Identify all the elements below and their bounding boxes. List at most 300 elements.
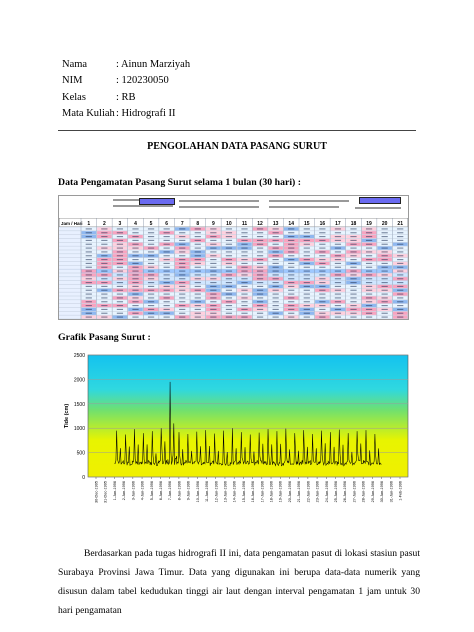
table-cell-value-mark bbox=[226, 240, 232, 241]
table-cell-value-mark bbox=[195, 240, 201, 241]
table-cell-value-mark bbox=[179, 278, 185, 279]
table-cell-value-mark bbox=[226, 309, 232, 310]
table-cell-value-mark bbox=[86, 267, 92, 268]
table-cell-value-mark bbox=[164, 232, 170, 233]
table-day-number: 9 bbox=[211, 221, 215, 227]
table-cell-value-mark bbox=[148, 271, 154, 272]
table-cell-value-mark bbox=[148, 255, 154, 256]
table-hour-cell bbox=[59, 311, 81, 315]
class-value: : RB bbox=[116, 92, 136, 103]
table-cell-value-mark bbox=[350, 263, 356, 264]
table-cell-value-mark bbox=[335, 271, 341, 272]
table-cell-value-mark bbox=[397, 263, 403, 264]
table-cell-value-mark bbox=[132, 286, 138, 287]
table-cell-value-mark bbox=[366, 228, 372, 229]
table-cell-value-mark bbox=[226, 301, 232, 302]
chart-x-tick-label: 14-Jan-1996 bbox=[232, 481, 237, 503]
table-cell-value-mark bbox=[210, 297, 216, 298]
table-hour-cell bbox=[59, 315, 81, 319]
table-cell-value-mark bbox=[148, 263, 154, 264]
table-cell-value-mark bbox=[319, 263, 325, 264]
table-cell-value-mark bbox=[86, 282, 92, 283]
table-cell-value-mark bbox=[101, 274, 107, 275]
table-cell-value-mark bbox=[350, 240, 356, 241]
table-cell-value-mark bbox=[86, 294, 92, 295]
chart-x-tick-label: 19-Jan-1996 bbox=[278, 481, 283, 503]
table-cell-value-mark bbox=[397, 248, 403, 249]
table-cell-value-mark bbox=[366, 282, 372, 283]
table-cell-value-mark bbox=[132, 263, 138, 264]
table-cell-value-mark bbox=[101, 305, 107, 306]
table-hour-cell bbox=[59, 265, 81, 269]
table-cell-value-mark bbox=[397, 228, 403, 229]
name-value: : Ainun Marziyah bbox=[116, 59, 191, 70]
table-cell-value-mark bbox=[132, 271, 138, 272]
table-header-area bbox=[59, 196, 408, 218]
table-cell-value-mark bbox=[101, 301, 107, 302]
table-cell-value-mark bbox=[210, 309, 216, 310]
table-cell-value-mark bbox=[117, 278, 123, 279]
table-cell-value-mark bbox=[241, 274, 247, 275]
table-cell-value-mark bbox=[273, 263, 279, 264]
chart-x-tick-label: 29-Jan-1996 bbox=[370, 481, 375, 503]
chart-x-tick-label: 26-Jan-1996 bbox=[343, 481, 348, 503]
chart-x-tick-label: 1-Feb-1996 bbox=[398, 481, 403, 501]
table-cell-value-mark bbox=[226, 228, 232, 229]
table-cell-value-mark bbox=[273, 248, 279, 249]
table-cell-value-mark bbox=[117, 232, 123, 233]
table-cell-value-mark bbox=[288, 267, 294, 268]
table-cell-value-mark bbox=[335, 267, 341, 268]
table-cell-value-mark bbox=[117, 309, 123, 310]
table-cell-value-mark bbox=[241, 294, 247, 295]
table-cell-value-mark bbox=[195, 244, 201, 245]
table-cell-value-mark bbox=[101, 251, 107, 252]
table-cell-value-mark bbox=[86, 244, 92, 245]
table-cell-value-mark bbox=[195, 301, 201, 302]
table-cell-value-mark bbox=[288, 286, 294, 287]
table-cell-value-mark bbox=[382, 301, 388, 302]
table-cell-value-mark bbox=[86, 301, 92, 302]
table-cell-value-mark bbox=[304, 267, 310, 268]
table-cell-value-mark bbox=[273, 282, 279, 283]
chart-x-tick-label: 31-Jan-1996 bbox=[389, 481, 394, 503]
table-day-number: 3 bbox=[118, 221, 122, 227]
table-cell-value-mark bbox=[210, 274, 216, 275]
table-cell-value-mark bbox=[148, 236, 154, 237]
table-cell-value-mark bbox=[350, 259, 356, 260]
table-cell-value-mark bbox=[350, 301, 356, 302]
table-day-number: 5 bbox=[149, 221, 153, 227]
table-cell-value-mark bbox=[241, 309, 247, 310]
chart-x-tick-label: 1-Jan-1996 bbox=[112, 481, 117, 501]
table-cell-value-mark bbox=[335, 244, 341, 245]
table-cell-value-mark bbox=[117, 251, 123, 252]
table-cell-value-mark bbox=[397, 290, 403, 291]
table-cell-value-mark bbox=[382, 248, 388, 249]
table-day-number: 21 bbox=[397, 221, 403, 227]
table-cell-value-mark bbox=[304, 309, 310, 310]
paragraph-text: Berdasarkan pada tugas hidrografi II ini, data pengamatan pasut di lokasi stasiun pasut Surabaya Provinsi Jawa Timur. Data yang digunakan ini berupa data-data numerik yang disusun dalam tabel kedudukan tinggi air laut dengan interval pengamatan 1 jam untuk 30 hari pengamatan bbox=[58, 548, 420, 616]
table-day-number: 17 bbox=[335, 221, 341, 227]
table-cell-value-mark bbox=[195, 294, 201, 295]
nim-value: : 120230050 bbox=[116, 75, 169, 86]
nim-label: NIM bbox=[62, 75, 83, 86]
table-cell-value-mark bbox=[117, 271, 123, 272]
table-cell-value-mark bbox=[382, 236, 388, 237]
chart-x-tick-label: 12-Jan-1996 bbox=[214, 481, 219, 503]
table-cell-value-mark bbox=[382, 267, 388, 268]
table-cell-value-mark bbox=[273, 251, 279, 252]
table-cell-value-mark bbox=[117, 294, 123, 295]
table-cell-value-mark bbox=[257, 271, 263, 272]
table-cell-value-mark bbox=[397, 297, 403, 298]
table-cell-value-mark bbox=[288, 236, 294, 237]
table-cell-value-mark bbox=[195, 297, 201, 298]
course-label: Mata Kuliah bbox=[62, 108, 115, 119]
table-hour-cell bbox=[59, 242, 81, 246]
table-cell-value-mark bbox=[210, 301, 216, 302]
table-cell-value-mark bbox=[335, 259, 341, 260]
table-cell-value-mark bbox=[319, 305, 325, 306]
tide-chart bbox=[58, 350, 416, 526]
table-cell-value-mark bbox=[86, 236, 92, 237]
table-day-number: 15 bbox=[304, 221, 310, 227]
table-cell-value-mark bbox=[164, 255, 170, 256]
chart-x-tick-label: 6-Jan-1996 bbox=[158, 481, 163, 501]
table-cell-value-mark bbox=[101, 313, 107, 314]
table-cell-value-mark bbox=[164, 286, 170, 287]
table-cell-value-mark bbox=[195, 286, 201, 287]
table-cell-value-mark bbox=[335, 240, 341, 241]
table-day-number: 10 bbox=[226, 221, 232, 227]
table-cell-value-mark bbox=[288, 228, 294, 229]
table-cell-value-mark bbox=[195, 274, 201, 275]
table-cell-value-mark bbox=[86, 248, 92, 249]
table-cell-value-mark bbox=[148, 297, 154, 298]
table-cell-value-mark bbox=[288, 297, 294, 298]
table-cell-value-mark bbox=[179, 240, 185, 241]
table-cell-value-mark bbox=[304, 286, 310, 287]
table-cell-value-mark bbox=[319, 301, 325, 302]
table-cell-value-mark bbox=[366, 240, 372, 241]
table-cell-value-mark bbox=[195, 290, 201, 291]
table-cell-value-mark bbox=[257, 305, 263, 306]
table-cell-value-mark bbox=[397, 267, 403, 268]
table-cell-value-mark bbox=[179, 263, 185, 264]
table-cell-value-mark bbox=[382, 271, 388, 272]
table-cell-value-mark bbox=[195, 317, 201, 318]
table-cell-value-mark bbox=[273, 232, 279, 233]
table-cell-value-mark bbox=[241, 278, 247, 279]
table-cell-value-mark bbox=[117, 236, 123, 237]
chart-x-tick-label: 5-Jan-1996 bbox=[149, 481, 154, 501]
table-cell-value-mark bbox=[257, 236, 263, 237]
table-hour-cell bbox=[59, 250, 81, 254]
table-cell-value-mark bbox=[304, 290, 310, 291]
table-cell-value-mark bbox=[366, 278, 372, 279]
table-day-number: 7 bbox=[180, 221, 184, 227]
table-cell-value-mark bbox=[164, 263, 170, 264]
table-hour-cell bbox=[59, 273, 81, 277]
table-cell-value-mark bbox=[382, 317, 388, 318]
table-cell-value-mark bbox=[117, 301, 123, 302]
table-cell-value-mark bbox=[382, 274, 388, 275]
table-cell-value-mark bbox=[241, 305, 247, 306]
chart-x-tick-label: 30-Jan-1996 bbox=[380, 481, 385, 503]
chart-x-tick-label: 10-Jan-1996 bbox=[195, 481, 200, 503]
table-cell-value-mark bbox=[397, 309, 403, 310]
table-cell-value-mark bbox=[382, 232, 388, 233]
table-cell-value-mark bbox=[195, 259, 201, 260]
table-cell-value-mark bbox=[226, 278, 232, 279]
table-cell-value-mark bbox=[86, 317, 92, 318]
chart-x-tick-label: 30-Dec-1995 bbox=[94, 481, 99, 503]
table-cell-value-mark bbox=[273, 271, 279, 272]
table-cell-value-mark bbox=[210, 228, 216, 229]
table-cell-value-mark bbox=[366, 274, 372, 275]
table-cell-value-mark bbox=[86, 309, 92, 310]
table-cell-value-mark bbox=[86, 290, 92, 291]
table-day-number: 16 bbox=[319, 221, 326, 227]
table-cell-value-mark bbox=[195, 263, 201, 264]
table-cell-value-mark bbox=[366, 309, 372, 310]
table-cell-value-mark bbox=[86, 278, 92, 279]
table-cell-value-mark bbox=[179, 236, 185, 237]
table-cell-value-mark bbox=[132, 232, 138, 233]
table-hour-cell bbox=[59, 227, 81, 231]
table-cell-value-mark bbox=[210, 244, 216, 245]
table-cell-value-mark bbox=[304, 274, 310, 275]
table-cell-value-mark bbox=[350, 271, 356, 272]
table-cell-value-mark bbox=[148, 290, 154, 291]
table-cell-value-mark bbox=[257, 309, 263, 310]
table-cell-value-mark bbox=[319, 267, 325, 268]
table-cell-value-mark bbox=[335, 294, 341, 295]
table-cell-value-mark bbox=[226, 271, 232, 272]
table-cell-value-mark bbox=[241, 259, 247, 260]
table-cell-value-mark bbox=[382, 286, 388, 287]
table-cell-value-mark bbox=[304, 282, 310, 283]
table-cell-value-mark bbox=[350, 305, 356, 306]
table-cell-value-mark bbox=[304, 317, 310, 318]
table-cell-value-mark bbox=[257, 317, 263, 318]
table-cell-value-mark bbox=[195, 232, 201, 233]
table-cell-value-mark bbox=[86, 259, 92, 260]
table-cell-value-mark bbox=[366, 297, 372, 298]
table-cell-value-mark bbox=[210, 236, 216, 237]
table-cell-value-mark bbox=[350, 313, 356, 314]
table-hour-cell bbox=[59, 239, 81, 243]
table-cell-value-mark bbox=[319, 232, 325, 233]
table-cell-value-mark bbox=[382, 251, 388, 252]
chart-y-axis-label: Tide (cm) bbox=[64, 403, 70, 429]
table-cell-value-mark bbox=[288, 294, 294, 295]
table-cell-value-mark bbox=[319, 278, 325, 279]
table-cell-value-mark bbox=[101, 232, 107, 233]
table-cell-value-mark bbox=[241, 267, 247, 268]
table-cell-value-mark bbox=[117, 267, 123, 268]
table-cell-value-mark bbox=[195, 271, 201, 272]
table-cell-value-mark bbox=[273, 290, 279, 291]
table-cell-value-mark bbox=[241, 244, 247, 245]
table-cell-value-mark bbox=[366, 263, 372, 264]
table-cell-value-mark bbox=[241, 271, 247, 272]
table-cell-value-mark bbox=[241, 317, 247, 318]
table-cell-value-mark bbox=[397, 255, 403, 256]
chart-x-tick-label: 20-Jan-1996 bbox=[287, 481, 292, 503]
chart-x-tick-label: 31-Dec-1995 bbox=[103, 481, 108, 503]
table-cell-value-mark bbox=[319, 255, 325, 256]
table-cell-value-mark bbox=[164, 282, 170, 283]
table-cell-value-mark bbox=[241, 297, 247, 298]
table-cell-value-mark bbox=[226, 263, 232, 264]
chart-x-tick-label: 11-Jan-1996 bbox=[205, 481, 210, 503]
table-cell-value-mark bbox=[335, 317, 341, 318]
table-cell-value-mark bbox=[148, 301, 154, 302]
table-cell-value-mark bbox=[288, 255, 294, 256]
table-cell-value-mark bbox=[132, 259, 138, 260]
table-cell-value-mark bbox=[335, 282, 341, 283]
table-cell-value-mark bbox=[148, 259, 154, 260]
table-cell-value-mark bbox=[117, 313, 123, 314]
table-cell-value-mark bbox=[210, 317, 216, 318]
table-cell-value-mark bbox=[195, 282, 201, 283]
table-cell-value-mark bbox=[179, 251, 185, 252]
chart-x-tick-label: 24-Jan-1996 bbox=[324, 481, 329, 503]
table-cell-value-mark bbox=[304, 263, 310, 264]
table-hour-cell bbox=[59, 231, 81, 235]
table-cell-value-mark bbox=[397, 301, 403, 302]
table-hour-cell bbox=[59, 300, 81, 304]
table-cell-value-mark bbox=[319, 240, 325, 241]
table-cell-value-mark bbox=[148, 251, 154, 252]
table-cell-value-mark bbox=[397, 313, 403, 314]
chart-y-tick-label: 0 bbox=[82, 475, 85, 481]
table-cell-value-mark bbox=[117, 317, 123, 318]
table-cell-value-mark bbox=[350, 274, 356, 275]
chart-x-tick-label: 22-Jan-1996 bbox=[306, 481, 311, 503]
table-cell-value-mark bbox=[86, 255, 92, 256]
table-cell-value-mark bbox=[397, 244, 403, 245]
table-day-number: 19 bbox=[366, 221, 372, 227]
table-cell-value-mark bbox=[350, 228, 356, 229]
table-cell-value-mark bbox=[86, 274, 92, 275]
table-cell-value-mark bbox=[226, 305, 232, 306]
table-cell-value-mark bbox=[210, 232, 216, 233]
table-cell-value-mark bbox=[273, 305, 279, 306]
table-cell-value-mark bbox=[101, 248, 107, 249]
table-cell-value-mark bbox=[397, 251, 403, 252]
table-cell-value-mark bbox=[288, 301, 294, 302]
table-cell-value-mark bbox=[366, 251, 372, 252]
table-hour-cell bbox=[59, 277, 81, 281]
table-cell-value-mark bbox=[164, 313, 170, 314]
table-cell-value-mark bbox=[319, 282, 325, 283]
body-paragraph bbox=[58, 544, 420, 620]
chart-x-tick-label: 28-Jan-1996 bbox=[361, 481, 366, 503]
table-cell-value-mark bbox=[397, 274, 403, 275]
table-cell-value-mark bbox=[101, 278, 107, 279]
table-cell-value-mark bbox=[195, 255, 201, 256]
table-cell-value-mark bbox=[335, 232, 341, 233]
table-cell-value-mark bbox=[397, 236, 403, 237]
table-cell-value-mark bbox=[148, 305, 154, 306]
table-cell-value-mark bbox=[148, 317, 154, 318]
table-cell-value-mark bbox=[132, 317, 138, 318]
table-cell-value-mark bbox=[366, 301, 372, 302]
table-cell-value-mark bbox=[101, 309, 107, 310]
table-cell-value-mark bbox=[350, 267, 356, 268]
table-cell-value-mark bbox=[304, 240, 310, 241]
table-cell-value-mark bbox=[210, 255, 216, 256]
table-cell-value-mark bbox=[132, 301, 138, 302]
table-cell-value-mark bbox=[179, 259, 185, 260]
table-cell-value-mark bbox=[226, 236, 232, 237]
table-cell-value-mark bbox=[117, 228, 123, 229]
table-cell-value-mark bbox=[273, 259, 279, 260]
document-title: PENGOLAHAN DATA PASANG SURUT bbox=[147, 141, 327, 152]
table-cell-value-mark bbox=[226, 259, 232, 260]
table-cell-value-mark bbox=[382, 244, 388, 245]
table-cell-value-mark bbox=[350, 297, 356, 298]
chart-x-tick-label: 25-Jan-1996 bbox=[334, 481, 339, 503]
table-cell-value-mark bbox=[382, 305, 388, 306]
table-day-number: 14 bbox=[288, 221, 294, 227]
table-cell-value-mark bbox=[288, 305, 294, 306]
table-cell-value-mark bbox=[304, 305, 310, 306]
table-cell-value-mark bbox=[210, 290, 216, 291]
table-cell-value-mark bbox=[179, 313, 185, 314]
table-cell-value-mark bbox=[335, 305, 341, 306]
table-cell-value-mark bbox=[132, 278, 138, 279]
table-cell-value-mark bbox=[132, 240, 138, 241]
table-cell-value-mark bbox=[382, 263, 388, 264]
table-cell-value-mark bbox=[288, 232, 294, 233]
table-cell-value-mark bbox=[397, 282, 403, 283]
table-cell-value-mark bbox=[350, 255, 356, 256]
table-cell-value-mark bbox=[350, 248, 356, 249]
tide-chart-svg bbox=[58, 350, 416, 526]
table-cell-value-mark bbox=[226, 232, 232, 233]
table-cell-value-mark bbox=[164, 274, 170, 275]
chart-x-tick-label: 16-Jan-1996 bbox=[251, 481, 256, 503]
table-cell-value-mark bbox=[117, 263, 123, 264]
table-cell-value-mark bbox=[101, 267, 107, 268]
chart-x-tick-label: 2-Jan-1996 bbox=[122, 481, 127, 501]
name-label: Nama bbox=[62, 59, 88, 70]
table-cell-value-mark bbox=[319, 313, 325, 314]
table-cell-value-mark bbox=[288, 274, 294, 275]
table-cell-value-mark bbox=[288, 271, 294, 272]
tide-observation-table bbox=[58, 195, 409, 320]
table-cell-value-mark bbox=[195, 248, 201, 249]
chart-y-tick-label: 1000 bbox=[73, 426, 85, 433]
table-cell-value-mark bbox=[132, 290, 138, 291]
table-cell-value-mark bbox=[132, 309, 138, 310]
table-cell-value-mark bbox=[117, 290, 123, 291]
table-day-number: 13 bbox=[272, 221, 279, 227]
table-cell-value-mark bbox=[164, 309, 170, 310]
table-cell-value-mark bbox=[273, 309, 279, 310]
chart-x-tick-label: 17-Jan-1996 bbox=[260, 481, 265, 503]
chart-x-tick-label: 8-Jan-1996 bbox=[177, 481, 182, 501]
table-cell-value-mark bbox=[257, 240, 263, 241]
table-cell-value-mark bbox=[304, 278, 310, 279]
table-cell-value-mark bbox=[350, 286, 356, 287]
table-cell-value-mark bbox=[273, 274, 279, 275]
table-cell-value-mark bbox=[86, 305, 92, 306]
